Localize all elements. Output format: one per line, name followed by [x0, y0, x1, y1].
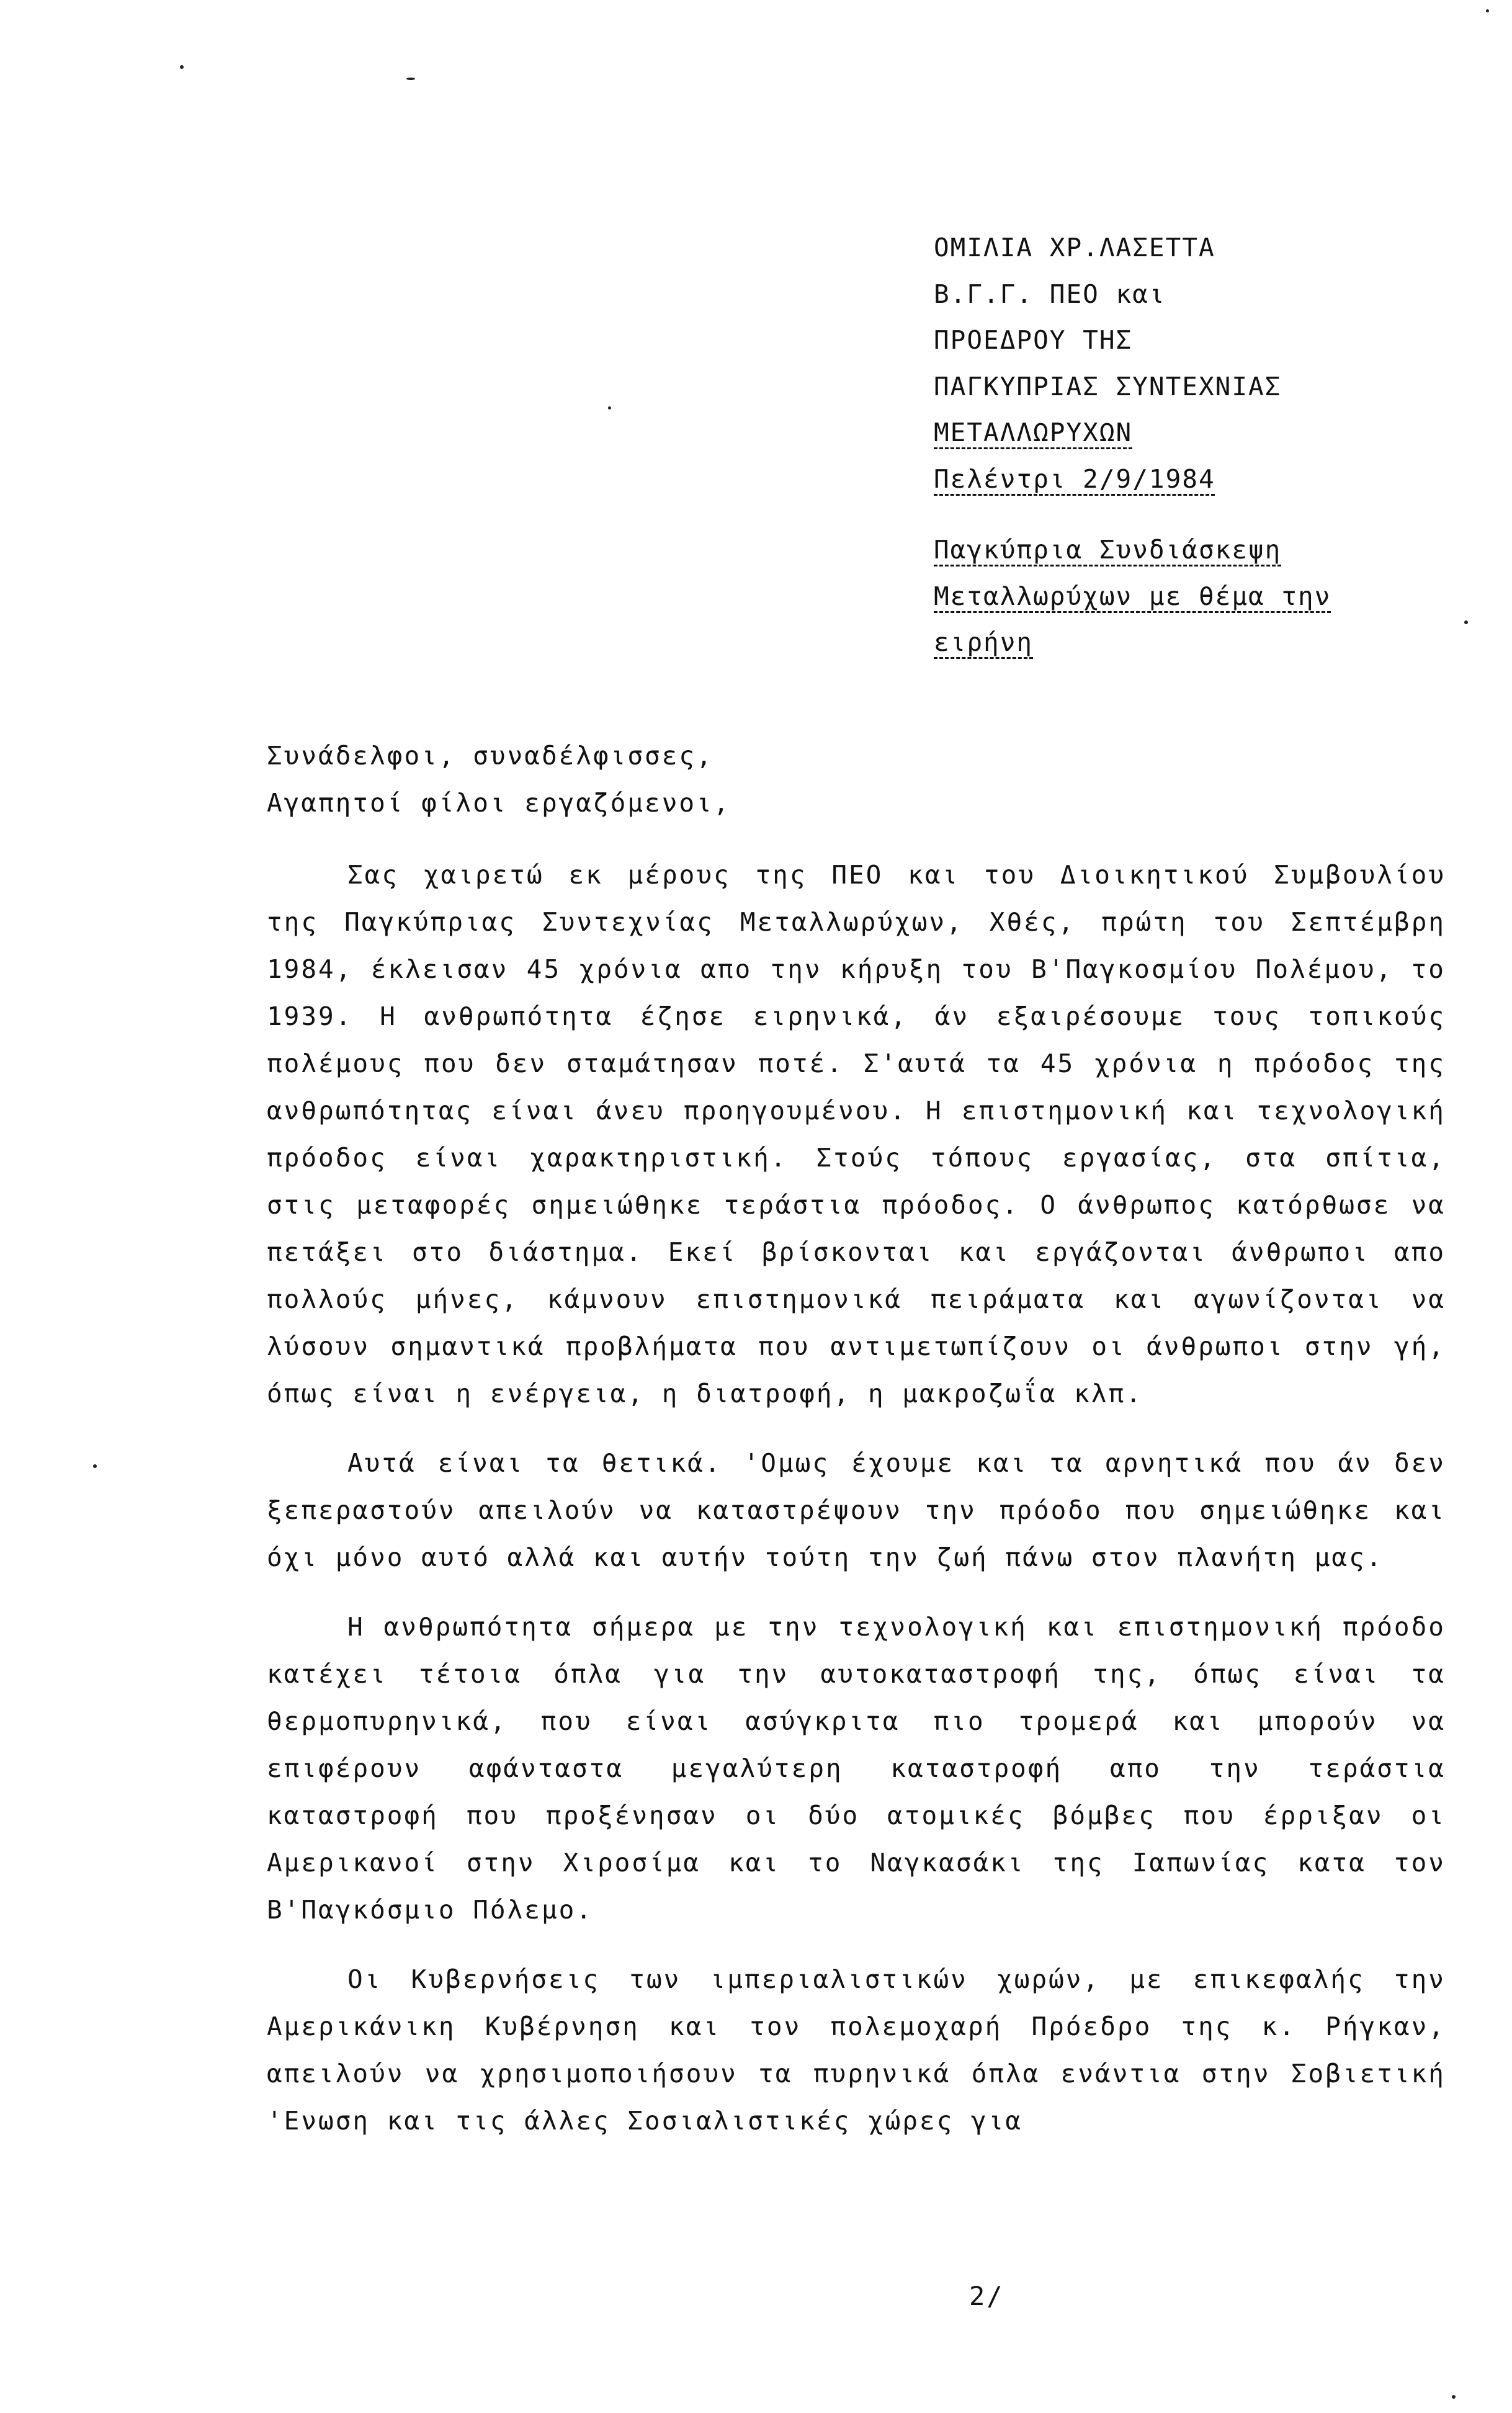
salutation [267, 732, 1446, 826]
subject-line-3: ειρήνη [934, 627, 1034, 657]
salutation-line-2: Αγαπητοί φίλοι εργαζόμενοι, [267, 788, 731, 818]
header-place-date: Πελέντρι 2/9/1984 [934, 463, 1215, 494]
paragraph-2: Αυτά είναι τα θετικά. 'Ομως έχουμε και τα αρνητικά που άν δεν ξεπεραστούν απειλούν να καταστρέψουν την πρόοδο που σημειώθηκε και όχι μόνο αυτό αλλά και αυτήν τούτη την ζωή πάνω στον πλανήτη μας. [267, 1448, 1446, 1572]
header-organization-2: ΜΕΤΑΛΛΩΡΥΧΩΝ [934, 418, 1133, 447]
salutation-line-1: Συνάδελφοι, συναδέλφισσες, [267, 741, 714, 771]
header-role-2: ΠΡΟΕΔΡΟΥ ΤΗΣ [934, 325, 1133, 355]
paragraph-3: Η ανθρωπότητα σήμερα με την τεχνολογική και επιστημονική πρόοδο κατέχει τέτοια όπλα για την αυτοκαταστροφή της, όπως είναι τα θερμοπυρηνικά, που είναι ασύγκριτα πιο τρομερά και μπορούν να επιφέρουν αφάνταστα μεγαλύτερη καταστροφή απο την τεράστια καταστροφή που προξένησαν οι δύο ατομικές βόμβες που έρριξαν οι Αμερικανοί στην Χιροσίμα και το Ναγκασάκι της Ιαπωνίας κατα τον Β'Παγκόσμιο Πόλεμο. [267, 1612, 1446, 1925]
letter-body [267, 732, 1446, 2144]
scan-speck [180, 65, 184, 69]
scan-speck [608, 406, 611, 410]
subject-line-1: Παγκύπρια Συνδιάσκεψη [934, 535, 1282, 565]
scan-speck [1486, 9, 1489, 12]
header-role: Β.Γ.Γ. ΠΕΟ και [934, 279, 1166, 309]
paragraph-1: Σας χαιρετώ εκ μέρους της ΠΕΟ και του Διοικητικού Συμβουλίου της Παγκύπριας Συντεχνίας Μεταλλωρύχων, Χθές, πρώτη του Σεπτέμβρη 1984, έκλεισαν 45 χρόνια απο την κήρυξη του Β'Παγκοσμίου Πολέμου, το 1939. Η ανθρωπότητα έζησε ειρηνικά, άν εξαιρέσουμε τους τοπικούς πολέμους που δεν σταμάτησαν ποτέ. Σ'αυτά τα 45 χρόνια η πρόοδος της ανθρωπότητας είναι άνευ προηγουμένου. Η επιστημονική και τεχνολογική πρόοδος είναι χαρακτηριστική. Στούς τόπους εργασίας, στα σπίτια, στις μεταφορές σημειώθηκε τεράστια πρόοδος. Ο άνθρωπος κατόρθωσε να πετάξει στο διάστημα. Εκεί βρίσκονται και εργάζονται άνθρωποι απο πολλούς μήνες, κάμνουν επιστημονικά πειράματα και αγωνίζονται να λύσουν σημαντικά προβλήματα που αντιμετωπίζουν οι άνθρωποι στην γή, όπως είναι η ενέργεια, η διατροφή, η μακροζωΐα κλπ. [267, 860, 1446, 1408]
scan-speck [93, 1464, 97, 1468]
header-organization: ΠΑΓΚΥΠΡΙΑΣ ΣΥΝΤΕΧΝΙΑΣ [934, 371, 1282, 401]
page-number: 2/ [969, 2281, 1004, 2311]
header-title: ΟΜΙΛΙΑ ΧΡ.ΛΑΣΕΤΤΑ [934, 233, 1215, 262]
header-block [934, 225, 1443, 666]
scan-speck [406, 78, 415, 80]
scan-speck [1452, 2395, 1456, 2399]
scan-speck [1464, 620, 1468, 624]
header-gap [934, 502, 1443, 527]
subject-line-2: Μεταλλωρύχων με θέμα την [934, 581, 1331, 611]
paragraph-4: Οι Κυβερνήσεις των ιμπεριαλιστικών χωρών, με επικεφαλής την Αμερικάνικη Κυβέρνηση και τον πολεμοχαρή Πρόεδρο της κ. Ρήγκαν, απειλούν να χρησιμοποιήσουν τα πυρηνικά όπλα ενάντια στην Σοβιετική 'Ενωση και τις άλλες Σοσιαλιστικές χώρες για [267, 1964, 1446, 2136]
